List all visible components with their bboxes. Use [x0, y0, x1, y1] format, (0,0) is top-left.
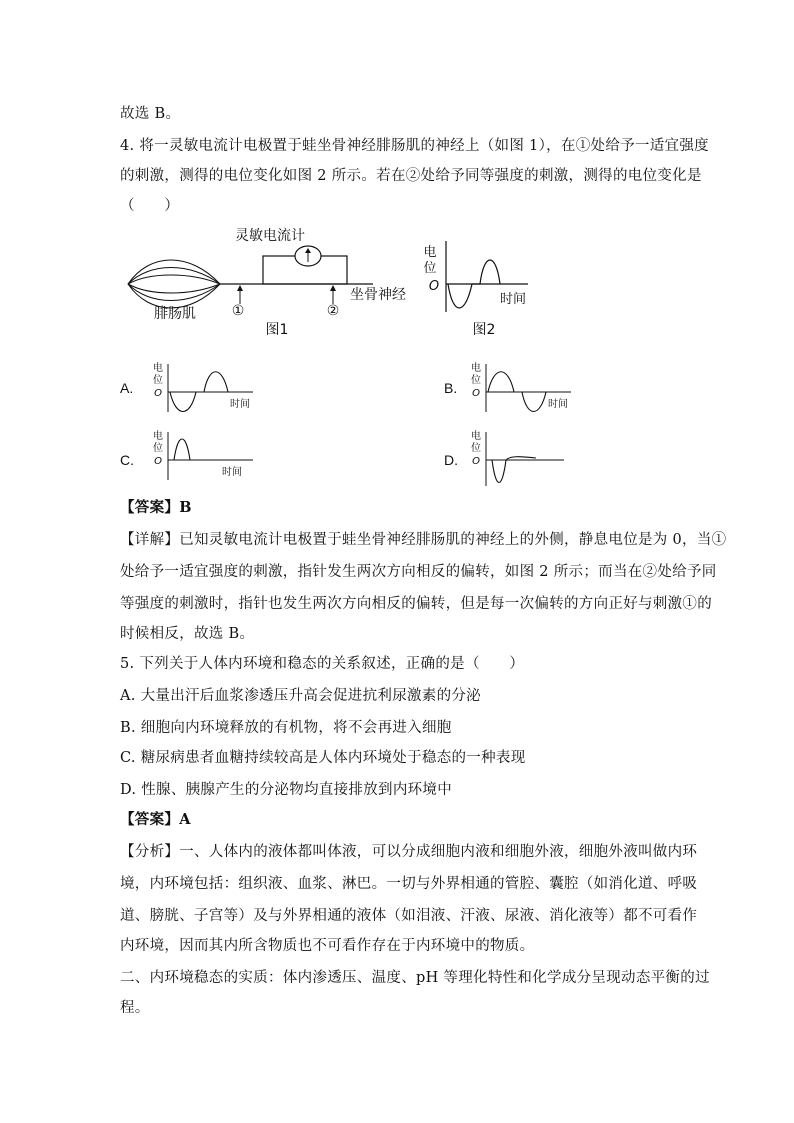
stimulus-arrow-2	[330, 285, 336, 304]
analysis-line-1: 【分析】一、人体内的液体都叫体液，可以分成细胞内液和细胞外液，细胞外液叫做内环	[120, 844, 698, 860]
svg-text:时间: 时间	[222, 467, 242, 478]
svg-text:电: 电	[471, 363, 481, 374]
svg-text:位: 位	[153, 443, 163, 454]
nerve-label: 坐骨神经	[350, 287, 406, 303]
svg-text:位: 位	[471, 375, 481, 386]
analysis-line-6: 程。	[120, 1000, 150, 1016]
question-4-line-3: （ ）	[120, 198, 180, 214]
meter-label: 灵敏电流计	[235, 228, 305, 244]
analysis-line-5: 二、内环境稳态的实质：体内渗透压、温度、pH 等理化特性和化学成分呈现动态平衡的过	[120, 970, 710, 986]
svg-text:电: 电	[153, 363, 163, 374]
svg-text:电: 电	[471, 431, 481, 442]
svg-text:O: O	[428, 279, 440, 294]
stimulus-arrow-1	[237, 285, 243, 304]
analysis-line-4: 内环境，因而其内所含物质也不可看作存在于内环境中的物质。	[120, 938, 535, 954]
option-b-label[interactable]: B.	[444, 380, 458, 396]
detail-line-3: 等强度的刺激时，指针也发生两次方向相反的偏转，但是每一次偏转的方向正好与刺激①的	[120, 596, 712, 612]
point-2-label: ②	[326, 303, 340, 319]
question-5: 5. 下列关于人体内环境和稳态的关系叙述，正确的是（ ）	[120, 656, 525, 672]
option-c-label[interactable]: C.	[120, 452, 134, 468]
svg-text:O: O	[472, 388, 480, 399]
svg-text:时间: 时间	[548, 399, 568, 410]
question-4-line-2: 的刺激，测得的电位变化如图 2 所示。若在②处给予同等强度的刺激，测得的电位变化是	[120, 168, 702, 184]
svg-text:电: 电	[153, 431, 163, 442]
option-c-graph[interactable]	[148, 430, 258, 486]
detail-line-4: 时候相反，故选 B。	[120, 626, 255, 642]
analysis-line-3: 道、膀胱、子宫等）及与外界相通的液体（如泪液、汗液、尿液、消化液等）都不可看作	[120, 908, 698, 924]
option-a-graph[interactable]	[148, 362, 258, 418]
option-d-graph[interactable]	[466, 430, 576, 486]
answer-4: 【答案】B	[120, 499, 192, 516]
figure-1-caption: 图1	[265, 322, 289, 338]
muscle-shape	[128, 260, 220, 308]
answer-5: 【答案】A	[120, 811, 191, 828]
option-d-label[interactable]: D.	[444, 452, 458, 468]
question-5-option-d[interactable]: D. 性腺、胰腺产生的分泌物均直接排放到内环境中	[120, 782, 453, 798]
question-5-option-b[interactable]: B. 细胞向内环境释放的有机物，将不会再进入细胞	[120, 720, 452, 736]
question-5-option-a[interactable]: A. 大量出汗后血浆渗透压升高会促进抗利尿激素的分泌	[120, 688, 481, 704]
figure-1	[120, 222, 420, 342]
svg-text:O: O	[472, 456, 480, 467]
figure-2-caption: 图2	[472, 322, 496, 338]
svg-text:位: 位	[423, 261, 437, 276]
svg-text:位: 位	[153, 375, 163, 386]
svg-text:O: O	[154, 388, 162, 399]
svg-text:O: O	[154, 456, 162, 467]
svg-text:位: 位	[471, 443, 481, 454]
detail-line-2: 处给予一适宜强度的刺激，指针发生两次方向相反的偏转，如图 2 所示；而当在②处给予同	[120, 564, 717, 580]
figure-2	[420, 236, 540, 340]
svg-text:时间: 时间	[230, 399, 250, 410]
text-line: 故选 B。	[120, 106, 181, 122]
question-4-line-1: 4. 将一灵敏电流计电极置于蛙坐骨神经腓肠肌的神经上（如图 1），在①处给予一适宜强度	[120, 138, 709, 154]
option-a-label[interactable]: A.	[120, 380, 134, 396]
svg-text:电: 电	[423, 245, 437, 260]
option-b-graph[interactable]	[466, 362, 576, 418]
analysis-line-2: 境，内环境包括：组织液、血浆、淋巴。一切与外界相通的管腔、囊腔（如消化道、呼吸	[120, 876, 698, 892]
detail-line-1: 【详解】已知灵敏电流计电极置于蛙坐骨神经腓肠肌的神经上的外侧，静息电位是为 0，当①	[120, 532, 727, 548]
muscle-label: 腓肠肌	[154, 306, 196, 322]
question-5-option-c[interactable]: C. 糖尿病患者血糖持续较高是人体内环境处于稳态的一种表现	[120, 750, 526, 766]
point-1-label: ①	[231, 303, 245, 319]
svg-text:时间: 时间	[499, 292, 527, 307]
